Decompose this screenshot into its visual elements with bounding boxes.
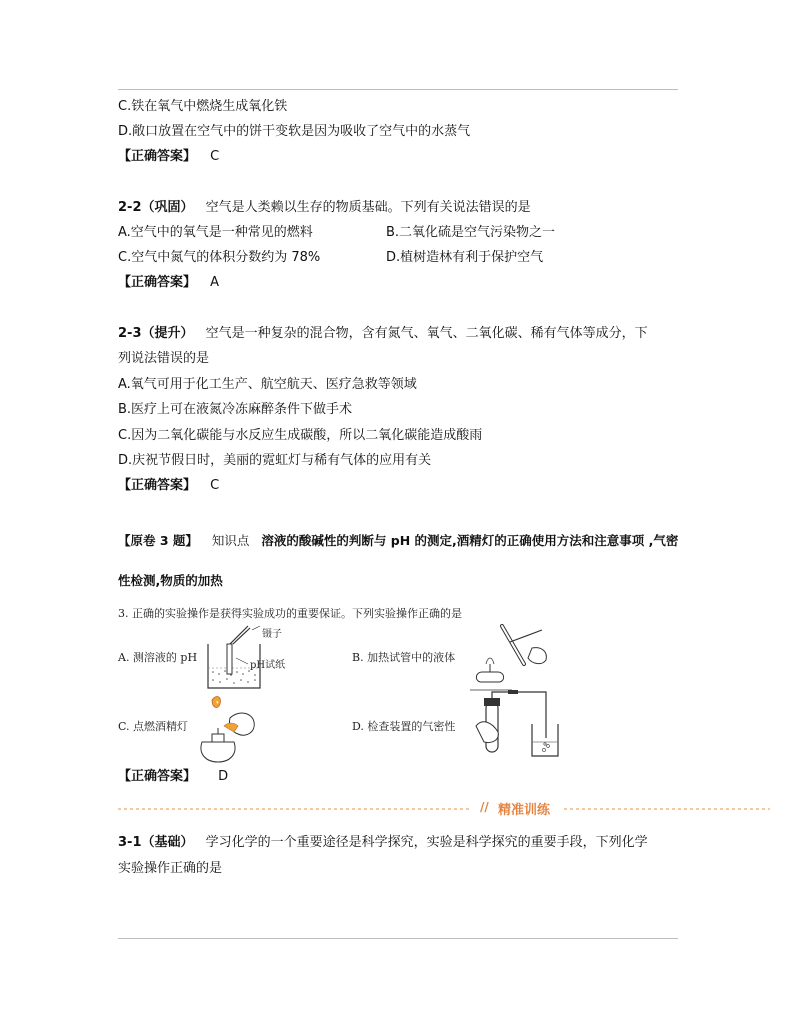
- q2-2-option-a: A.空气中的氧气是一种常见的燃料: [118, 225, 313, 240]
- bottom-rule: [118, 938, 678, 939]
- option-a-label: A. 测溶液的 pH: [118, 651, 198, 664]
- knowledge-point-text: 溶液的酸碱性的判断与 pH 的测定,酒精灯的正确使用方法和注意事项 ,气密: [261, 533, 679, 548]
- q2-3-stem-line2: 列说法错误的是: [118, 351, 210, 366]
- airtightness-figure: [474, 688, 566, 760]
- answer-value: C: [210, 149, 220, 164]
- q2-2-answer: [118, 274, 219, 292]
- question-stem: 空气是人类赖以生存的物质基础。下列有关说法错误的是: [205, 200, 531, 215]
- banner-divider-right: [564, 808, 770, 810]
- answer-label: 【正确答案】: [118, 478, 197, 493]
- option-d-label: D. 检查装置的气密性: [352, 720, 456, 733]
- q2-3-option-c: C.因为二氧化碳能与水反应生成碳酸，所以二氧化碳能造成酸雨: [118, 428, 483, 443]
- q2-1-answer: [118, 148, 219, 166]
- q2-2-option-d: D.植树造林有利于保护空气: [386, 250, 544, 265]
- answer-label: 【正确答案】: [118, 149, 197, 164]
- option-c-label: C. 点燃酒精灯: [118, 720, 189, 733]
- heating-test-tube-figure: [462, 618, 554, 696]
- tweezers-label: 镊子: [262, 629, 282, 640]
- section-banner: [118, 798, 770, 820]
- alcohol-lamp-figure: [194, 692, 264, 768]
- q2-2-stem: [118, 199, 531, 217]
- q2-1-option-c: C.铁在氧气中燃烧生成氧化铁: [118, 99, 288, 114]
- question-number: 3-1（基础）: [118, 835, 194, 850]
- question-stem: 学习化学的一个重要途径是科学探究，实验是科学探究的重要手段，下列化学: [205, 835, 648, 850]
- q2-3-option-b: B.医疗上可在液氮冷冻麻醉条件下做手术: [118, 402, 353, 417]
- q2-2-option-b: B.二氧化硫是空气污染物之一: [386, 225, 556, 240]
- answer-label: 【正确答案】: [118, 769, 197, 784]
- banner-title: 精准训练: [498, 803, 551, 818]
- answer-value: D: [218, 769, 229, 784]
- original-question-stem: 3. 正确的实验操作是获得实验成功的重要保证。下列实验操作正确的是: [118, 607, 462, 620]
- q2-3-option-d: D.庆祝节假日时，美丽的霓虹灯与稀有气体的应用有关: [118, 453, 432, 468]
- q3-1-stem-line2: 实验操作正确的是: [118, 861, 223, 876]
- q3-1-stem: [118, 834, 648, 852]
- question-number: 2-2（巩固）: [118, 200, 194, 215]
- question-stem: 空气是一种复杂的混合物，含有氮气、氧气、二氧化碳、稀有气体等成分，下: [205, 326, 648, 341]
- top-rule: [118, 89, 678, 90]
- answer-label: 【正确答案】: [118, 275, 197, 290]
- q2-3-option-a: A.氧气可用于化工生产、航空航天、医疗急救等领域: [118, 377, 417, 392]
- question-number: 2-3（提升）: [118, 326, 194, 341]
- ph-paper-label: pH试纸: [250, 660, 286, 671]
- q2-3-answer: [118, 477, 219, 495]
- q2-3-stem: [118, 325, 648, 343]
- answer-value: A: [210, 275, 220, 290]
- knowledge-point-line2: 性检测,物质的加热: [118, 573, 223, 588]
- banner-divider-left: [118, 808, 470, 810]
- banner-slash-icon: //: [480, 800, 489, 814]
- option-b-label: B. 加热试管中的液体: [352, 651, 456, 664]
- q2-2-option-c: C.空气中氮气的体积分数约为 78%: [118, 250, 321, 265]
- knowledge-point-label: 知识点: [211, 533, 250, 548]
- q2-1-option-d: D.敞口放置在空气中的饼干变软是因为吸收了空气中的水蒸气: [118, 124, 471, 139]
- answer-value: C: [210, 478, 220, 493]
- original-question-header: [118, 532, 678, 550]
- original-answer: [118, 768, 228, 786]
- original-question-tag: 【原卷 3 题】: [118, 533, 198, 548]
